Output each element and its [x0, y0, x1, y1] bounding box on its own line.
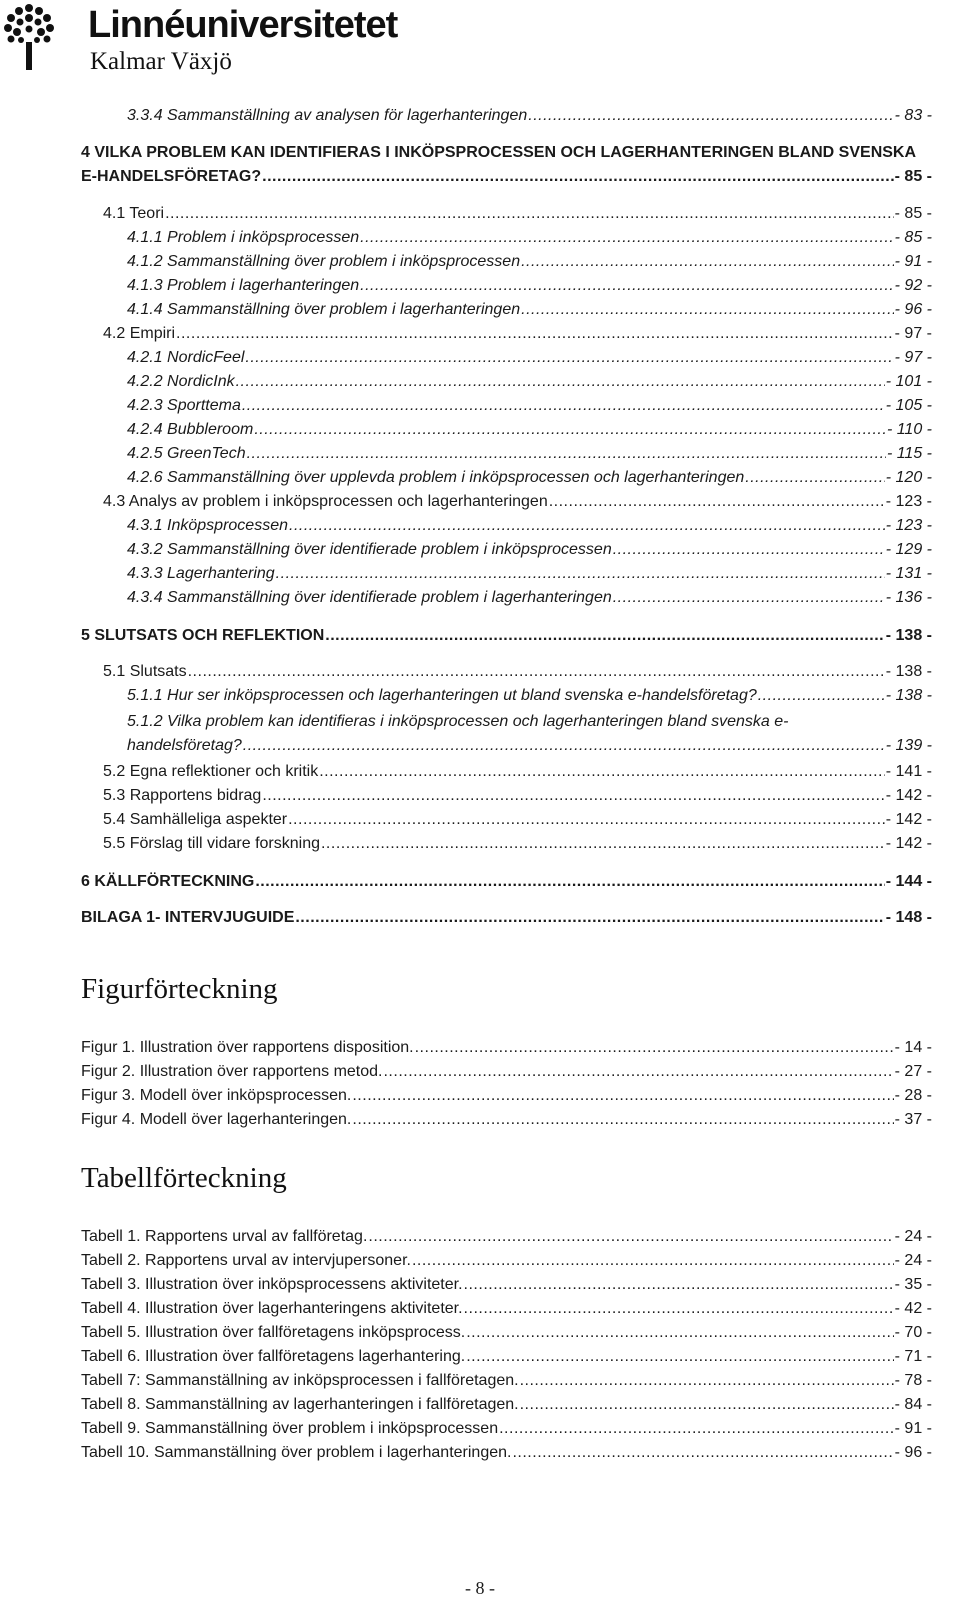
toc-entry-title: 5.4 Samhälleliga aspekter — [103, 811, 288, 828]
toc-entry[interactable] — [127, 300, 932, 320]
figure-entry[interactable] — [81, 1038, 932, 1058]
toc-entry[interactable] — [127, 420, 932, 440]
toc-leader — [464, 1299, 894, 1319]
table-entry-title: Tabell 3. Illustration över inköpsprocessens aktiviteter. — [81, 1276, 463, 1293]
toc-entry-page: - 138 - — [885, 627, 932, 644]
toc-entry[interactable] — [127, 540, 932, 560]
toc-entry-page: - 142 - — [885, 787, 932, 804]
toc-leader — [262, 786, 884, 806]
toc-entry-page: - 129 - — [885, 541, 932, 558]
toc-entry-page: - 115 - — [886, 445, 932, 462]
toc-leader — [319, 762, 885, 782]
table-entry[interactable] — [81, 1275, 932, 1295]
university-campus: Kalmar Växjö — [90, 48, 232, 75]
toc-entry-title: 5.1.1 Hur ser inköpsprocessen och lagerhanteringen ut bland svenska e-handelsföretag? — [127, 687, 757, 704]
toc-leader — [520, 1395, 894, 1415]
toc-entry-page: - 110 - — [886, 421, 932, 438]
university-name: Linnéuniversitetet — [88, 4, 398, 46]
toc-entry[interactable] — [127, 736, 932, 756]
toc-leader — [352, 1086, 893, 1106]
toc-entry[interactable] — [127, 348, 932, 368]
table-entry-page: - 91 - — [894, 1420, 932, 1437]
toc-entry-page: - 144 - — [885, 873, 932, 890]
toc-entry[interactable] — [103, 492, 932, 512]
toc-entry-title: 5 SLUTSATS OCH REFLEKTION — [81, 627, 325, 644]
figure-entry[interactable] — [81, 1062, 932, 1082]
toc-leader — [247, 444, 886, 464]
table-entry-title: Tabell 6. Illustration över fallföretagens lagerhantering. — [81, 1348, 466, 1365]
toc-entry-title: 5.1 Slutsats — [103, 663, 187, 680]
toc-leader — [242, 396, 885, 416]
toc-entry-page: - 92 - — [894, 277, 932, 294]
toc-entry[interactable] — [81, 167, 932, 187]
toc-entry-title: 4.1.3 Problem i lagerhanteringen — [127, 277, 360, 294]
toc-leader — [528, 106, 893, 126]
toc-entry-title-line1[interactable]: 4 VILKA PROBLEM KAN IDENTIFIERAS I INKÖPSPROCESSEN OCH LAGERHANTERINGEN BLAND SVENSKA — [81, 144, 917, 161]
toc-entry-page: - 141 - — [885, 763, 932, 780]
toc-leader — [295, 908, 884, 928]
toc-leader — [243, 736, 885, 756]
toc-entry[interactable] — [127, 444, 932, 464]
figures-heading: Figurförteckning — [81, 973, 278, 1005]
table-entry-page: - 24 - — [894, 1228, 932, 1245]
figure-entry-page: - 27 - — [894, 1063, 932, 1080]
toc-entry[interactable] — [127, 252, 932, 272]
toc-entry-page: - 148 - — [885, 909, 932, 926]
toc-entry-page: - 105 - — [885, 397, 932, 414]
toc-leader — [466, 1323, 893, 1343]
toc-entry-page: - 136 - — [885, 589, 932, 606]
toc-entry-title: handelsföretag? — [127, 737, 242, 754]
toc-entry[interactable] — [103, 324, 932, 344]
table-entry-page: - 96 - — [894, 1444, 932, 1461]
toc-entry-title: 4.3.4 Sammanställning över identifierade problem i lagerhanteringen — [127, 589, 612, 606]
table-entry-page: - 78 - — [894, 1372, 932, 1389]
toc-entry-page: - 139 - — [885, 737, 932, 754]
toc-leader — [521, 300, 894, 320]
toc-leader — [276, 564, 885, 584]
toc-entry[interactable] — [103, 786, 932, 806]
toc-entry-title: 5.2 Egna reflektioner och kritik — [103, 763, 319, 780]
toc-entry-title: 4.2.1 NordicFeel — [127, 349, 245, 366]
toc-entry-title-line1[interactable]: 5.1.2 Vilka problem kan identifieras i inköpsprocessen och lagerhanteringen bland svenska e- — [127, 713, 789, 730]
table-entry-title: Tabell 2. Rapportens urval av intervjupersoner. — [81, 1252, 411, 1269]
toc-leader — [415, 1038, 894, 1058]
toc-entry[interactable] — [127, 276, 932, 296]
toc-leader — [325, 626, 884, 646]
toc-leader — [254, 420, 886, 440]
table-entry[interactable] — [81, 1395, 932, 1415]
table-entry-page: - 84 - — [894, 1396, 932, 1413]
toc-entry-title: E-HANDELSFÖRETAG? — [81, 168, 262, 185]
toc-leader — [745, 468, 884, 488]
table-entry-title: Tabell 10. Sammanställning över problem i lagerhanteringen. — [81, 1444, 512, 1461]
toc-entry[interactable] — [127, 686, 932, 706]
toc-entry[interactable] — [103, 810, 932, 830]
toc-leader — [758, 686, 885, 706]
toc-entry-page: - 123 - — [885, 493, 932, 510]
toc-entry-page: - 142 - — [885, 811, 932, 828]
table-entry[interactable] — [81, 1227, 932, 1247]
toc-entry-page: - 142 - — [885, 835, 932, 852]
toc-entry[interactable] — [127, 372, 932, 392]
toc-leader — [360, 276, 894, 296]
figure-entry-title: Figur 4. Modell över lagerhanteringen. — [81, 1111, 352, 1128]
toc-entry-page: - 91 - — [894, 253, 932, 270]
table-entry[interactable] — [81, 1251, 932, 1271]
toc-entry-title: 5.5 Förslag till vidare forskning — [103, 835, 320, 852]
toc-entry[interactable] — [127, 468, 932, 488]
toc-entry-title: 4.1.1 Problem i inköpsprocessen — [127, 229, 360, 246]
toc-leader — [176, 324, 894, 344]
figure-entry[interactable] — [81, 1110, 932, 1130]
table-entry-page: - 24 - — [894, 1252, 932, 1269]
figure-entry-page: - 37 - — [894, 1111, 932, 1128]
table-entry-title: Tabell 5. Illustration över fallföretagens inköpsprocess. — [81, 1324, 466, 1341]
toc-entry-page: - 96 - — [894, 301, 932, 318]
toc-entry-title: 4.1.2 Sammanställning över problem i inköpsprocessen — [127, 253, 521, 270]
toc-entry-title: 4.2.3 Sporttema — [127, 397, 241, 414]
toc-entry-title: 4.3.3 Lagerhantering — [127, 565, 275, 582]
table-entry-page: - 70 - — [894, 1324, 932, 1341]
toc-entry[interactable] — [81, 872, 932, 892]
toc-entry-page: - 85 - — [894, 168, 932, 185]
figure-entry-page: - 14 - — [894, 1039, 932, 1056]
table-entry-title: Tabell 1. Rapportens urval av fallföretag. — [81, 1228, 368, 1245]
toc-entry-page: - 97 - — [894, 325, 932, 342]
toc-entry-title: 3.3.4 Sammanställning av analysen för lagerhanteringen — [127, 107, 528, 124]
toc-entry[interactable] — [127, 588, 932, 608]
toc-leader — [412, 1251, 894, 1271]
toc-entry-title: 4.1 Teori — [103, 205, 165, 222]
tables-heading: Tabellförteckning — [81, 1162, 287, 1194]
toc-leader — [245, 348, 893, 368]
toc-entry-title: 6 KÄLLFÖRTECKNING — [81, 873, 255, 890]
toc-entry[interactable] — [103, 662, 932, 682]
table-entry-title: Tabell 7: Sammanställning av inköpsprocessen i fallföretagen. — [81, 1372, 519, 1389]
table-entry[interactable] — [81, 1323, 932, 1343]
toc-leader — [499, 1419, 894, 1439]
table-entry-page: - 71 - — [894, 1348, 932, 1365]
table-entry[interactable] — [81, 1371, 932, 1391]
toc-entry-title: BILAGA 1- INTERVJUGUIDE — [81, 909, 295, 926]
university-logo-tree-icon — [3, 2, 55, 70]
table-entry[interactable] — [81, 1299, 932, 1319]
table-entry-title: Tabell 9. Sammanställning över problem i inköpsprocessen — [81, 1420, 499, 1437]
toc-leader — [165, 204, 894, 224]
toc-leader — [520, 1371, 894, 1391]
figure-entry-title: Figur 2. Illustration över rapportens metod. — [81, 1063, 383, 1080]
toc-entry-title: 4.2.4 Bubbleroom — [127, 421, 254, 438]
toc-leader — [188, 662, 885, 682]
toc-entry-title: 4.1.4 Sammanställning över problem i lagerhanteringen — [127, 301, 521, 318]
toc-entry-page: - 138 - — [885, 663, 932, 680]
toc-entry[interactable] — [103, 762, 932, 782]
table-entry-page: - 42 - — [894, 1300, 932, 1317]
toc-entry[interactable] — [127, 228, 932, 248]
toc-entry[interactable] — [127, 564, 932, 584]
figure-entry-page: - 28 - — [894, 1087, 932, 1104]
toc-leader — [464, 1275, 894, 1295]
toc-entry-page: - 85 - — [894, 229, 932, 246]
toc-entry-title: 4.2.6 Sammanställning över upplevda problem i inköpsprocessen och lagerhanteringen — [127, 469, 745, 486]
table-entry[interactable] — [81, 1443, 932, 1463]
toc-entry-page: - 120 - — [885, 469, 932, 486]
table-entry-title: Tabell 8. Sammanställning av lagerhanteringen i fallföretagen. — [81, 1396, 519, 1413]
toc-leader — [521, 252, 894, 272]
toc-leader — [288, 810, 885, 830]
table-entry[interactable] — [81, 1347, 932, 1367]
toc-entry[interactable] — [103, 834, 932, 854]
toc-leader — [512, 1443, 893, 1463]
toc-leader — [613, 588, 885, 608]
figure-entry-title: Figur 1. Illustration över rapportens disposition. — [81, 1039, 414, 1056]
toc-entry-page: - 97 - — [894, 349, 932, 366]
toc-entry-page: - 101 - — [885, 373, 932, 390]
toc-entry-title: 4.3 Analys av problem i inköpsprocessen och lagerhanteringen — [103, 493, 548, 510]
figure-entry-title: Figur 3. Modell över inköpsprocessen. — [81, 1087, 352, 1104]
table-entry[interactable] — [81, 1419, 932, 1439]
toc-leader — [321, 834, 885, 854]
toc-leader — [262, 167, 894, 187]
toc-leader — [466, 1347, 893, 1367]
toc-leader — [549, 492, 885, 512]
figure-entry[interactable] — [81, 1086, 932, 1106]
table-entry-page: - 35 - — [894, 1276, 932, 1293]
toc-entry-title: 4.3.2 Sammanställning över identifierade problem i inköpsprocessen — [127, 541, 612, 558]
toc-leader — [352, 1110, 893, 1130]
toc-leader — [360, 228, 894, 248]
toc-entry-page: - 138 - — [885, 687, 932, 704]
toc-entry[interactable] — [127, 396, 932, 416]
toc-leader — [289, 516, 885, 536]
table-entry-title: Tabell 4. Illustration över lagerhanteringens aktiviteter. — [81, 1300, 463, 1317]
toc-leader — [383, 1062, 893, 1082]
toc-leader — [236, 372, 885, 392]
toc-leader — [368, 1227, 893, 1247]
toc-entry-title: 4.2 Empiri — [103, 325, 176, 342]
toc-entry-title: 5.3 Rapportens bidrag — [103, 787, 262, 804]
toc-entry-title: 4.2.2 NordicInk — [127, 373, 235, 390]
toc-entry[interactable] — [127, 516, 932, 536]
toc-leader — [613, 540, 885, 560]
toc-leader — [255, 872, 884, 892]
toc-entry-page: - 123 - — [885, 517, 932, 534]
toc-entry-title: 4.3.1 Inköpsprocessen — [127, 517, 288, 534]
page-number: - 8 - — [465, 1578, 495, 1598]
toc-entry[interactable] — [127, 106, 932, 126]
toc-entry-page: - 131 - — [885, 565, 932, 582]
toc-entry-title: 4.2.5 GreenTech — [127, 445, 246, 462]
toc-entry-page: - 85 - — [894, 205, 932, 222]
toc-entry[interactable] — [81, 908, 932, 928]
toc-entry[interactable] — [81, 626, 932, 646]
toc-entry-page: - 83 - — [894, 107, 932, 124]
toc-entry[interactable] — [103, 204, 932, 224]
